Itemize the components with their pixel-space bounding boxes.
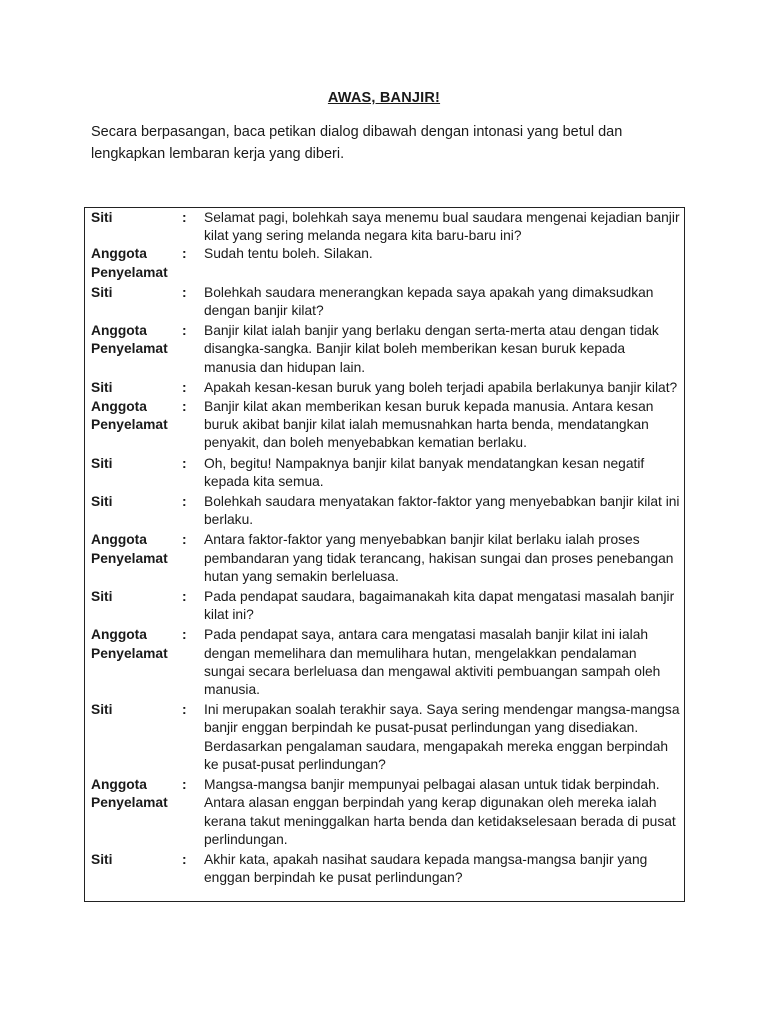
dialog-text: Sudah tentu boleh. Silakan. bbox=[204, 246, 373, 262]
dialog-speaker: Siti bbox=[91, 210, 113, 225]
dialog-speaker: Siti bbox=[91, 589, 113, 605]
dialog-text: Bolehkah saudara menyatakan faktor-faktor yang menyebabkan banjir kilat ini berlaku. bbox=[204, 494, 680, 528]
dialog-row bbox=[85, 284, 684, 320]
dialog-row bbox=[85, 531, 684, 586]
dialog-speaker: Siti bbox=[91, 379, 113, 395]
dialog-colon: : bbox=[182, 589, 187, 605]
dialog-speaker: Anggota Penyelamat bbox=[91, 777, 168, 811]
dialog-row bbox=[85, 245, 684, 281]
dialog-text: Apakah kesan-kesan buruk yang boleh terjadi apabila berlakunya banjir kilat? bbox=[204, 379, 678, 395]
dialog-row bbox=[85, 209, 684, 245]
dialog-row bbox=[85, 588, 684, 624]
dialog-row bbox=[85, 493, 684, 529]
dialog-row bbox=[85, 776, 684, 849]
dialog-text: Ini merupakan soalah terakhir saya. Saya sering mendengar mangsa-mangsa banjir enggan berpindah ke pusat-pusat perlindungan yang disediakan. Berdasarkan pengalaman saudara, mengapakah mereka enggan berpindah ke pusat-pusat perlindungan? bbox=[204, 702, 680, 772]
dialog-colon: : bbox=[182, 532, 187, 548]
dialog-row bbox=[85, 851, 684, 887]
dialog-speaker: Anggota Penyelamat bbox=[91, 627, 168, 661]
dialog-text: Pada pendapat saudara, bagaimanakah kita dapat mengatasi masalah banjir kilat ini? bbox=[204, 589, 675, 623]
dialog-colon: : bbox=[182, 455, 187, 471]
dialog-row bbox=[85, 322, 684, 377]
dialog-colon: : bbox=[182, 246, 187, 262]
dialog-text: Antara faktor-faktor yang menyebabkan banjir kilat berlaku ialah proses pembandaran yang tidak terancang, hakisan sungai dan proses penebangan hutan yang semakin berleluasa. bbox=[204, 532, 674, 584]
dialog-colon: : bbox=[182, 399, 187, 415]
dialog-row bbox=[85, 398, 684, 453]
dialog-speaker: Siti bbox=[91, 455, 113, 471]
document-title: AWAS, BANJIR! bbox=[327, 90, 441, 106]
dialog-speaker: Siti bbox=[91, 851, 113, 867]
dialog-text: Akhir kata, apakah nasihat saudara kepada mangsa-mangsa banjir yang enggan berpindah ke pusat perlindungan? bbox=[204, 851, 648, 886]
dialog-colon: : bbox=[182, 494, 187, 510]
dialog-text: Bolehkah saudara menerangkan kepada saya apakah yang dimaksudkan dengan banjir kilat? bbox=[204, 284, 654, 319]
dialog-text: Banjir kilat akan memberikan kesan buruk kepada manusia. Antara kesan buruk akibat banjir kilat ialah memusnahkan harta benda, mendatangkan penyakit, dan boleh menyebabkan kematian berlaku. bbox=[204, 399, 654, 451]
dialog-speaker: Siti bbox=[91, 494, 113, 510]
dialog-speaker: Anggota Penyelamat bbox=[91, 399, 168, 433]
dialog-text: Oh, begitu! Nampaknya banjir kilat banyak mendatangkan kesan negatif kepada kita semua. bbox=[204, 455, 645, 489]
dialog-colon: : bbox=[182, 777, 187, 793]
dialog-colon: : bbox=[182, 284, 187, 300]
dialog-colon: : bbox=[182, 210, 187, 225]
dialog-text: Pada pendapat saya, antara cara mengatasi masalah banjir kilat ini ialah dengan memelihara dan memulihara hutan, mengelakkan pendalaman sungai secara berleluasa dan mengawal aktiviti pembuangan sampah oleh manusia. bbox=[204, 627, 661, 698]
dialog-text: Selamat pagi, bolehkah saya menemu bual saudara mengenai kejadian banjir kilat yang sering melanda negara kita baru-baru ini? bbox=[204, 210, 680, 244]
dialog-text: Banjir kilat ialah banjir yang berlaku dengan serta-merta atau dengan tidak disangka-sangka. Banjir kilat boleh memberikan kesan buruk kepada manusia dan hidupan lain. bbox=[204, 323, 659, 375]
instruction-text: Secara berpasangan, baca petikan dialog dibawah dengan intonasi yang betul dan lengkapkan lembaran kerja yang diberi. bbox=[91, 124, 623, 162]
dialog-colon: : bbox=[182, 379, 187, 395]
dialog-row bbox=[85, 626, 684, 699]
dialog-row bbox=[85, 379, 684, 397]
dialog-text: Mangsa-mangsa banjir mempunyai pelbagai alasan untuk tidak berpindah. Antara alasan enggan berpindah yang kerap digunakan oleh mereka ialah kerana takut meninggalkan harta benda dan ketidakselesaan berada di pusat perlindungan. bbox=[204, 777, 676, 847]
dialog-speaker: Anggota Penyelamat bbox=[91, 246, 168, 280]
dialog-colon: : bbox=[182, 323, 187, 339]
dialog-colon: : bbox=[182, 627, 187, 643]
dialog-table bbox=[84, 207, 685, 902]
dialog-row bbox=[85, 455, 684, 491]
dialog-speaker: Anggota Penyelamat bbox=[91, 323, 168, 357]
dialog-speaker: Anggota Penyelamat bbox=[91, 532, 168, 566]
dialog-colon: : bbox=[182, 851, 187, 867]
dialog-speaker: Siti bbox=[91, 284, 113, 300]
dialog-row bbox=[85, 701, 684, 774]
dialog-speaker: Siti bbox=[91, 702, 113, 718]
dialog-colon: : bbox=[182, 702, 187, 718]
